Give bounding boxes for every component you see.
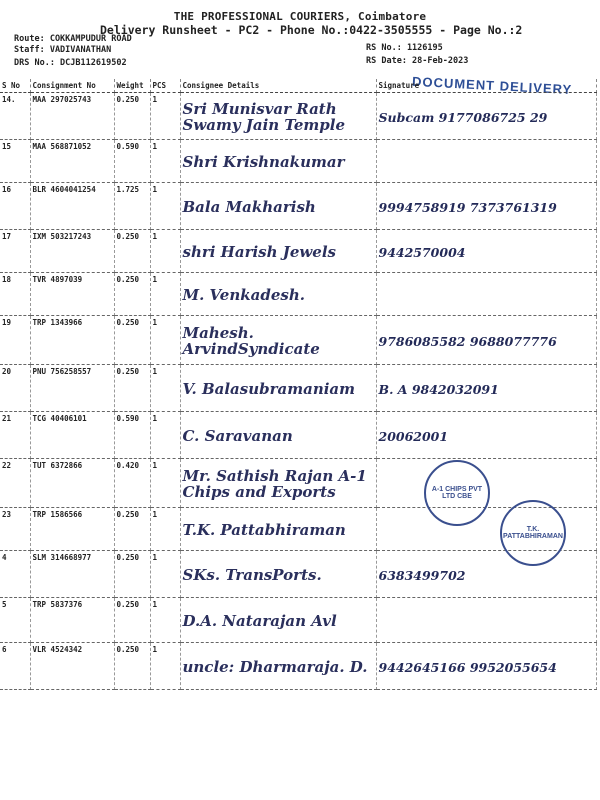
row-signature-text: 9442570004: [378, 244, 466, 260]
table-row: [0, 365, 596, 412]
table-row: [0, 643, 596, 690]
row-pcs-text: 1: [152, 600, 158, 609]
rs-no-label: RS No.: 1126195: [366, 43, 443, 53]
row-consignment-no-text: TVR 4897039: [32, 275, 83, 284]
row-weight: [114, 365, 150, 412]
row-consignment-no: [30, 140, 114, 183]
row-consignee-text: V. Balasubramaniam: [182, 380, 356, 398]
row-consignee: [180, 140, 376, 183]
row-consignee-text: Mr. Sathish Rajan A-1 Chips and Exports: [182, 467, 367, 501]
row-signature-text: B. A 9842032091: [378, 381, 499, 397]
row-signature-text: 9442645166 9952055654: [378, 659, 557, 675]
row-sno-text: 23: [2, 510, 12, 519]
row-consignment-no-text: TRP 1586566: [32, 510, 83, 519]
row-pcs-text: 1: [152, 275, 158, 284]
col-weight: Weight: [114, 79, 150, 93]
row-sno: [0, 140, 30, 183]
row-weight: [114, 140, 150, 183]
row-sno: [0, 459, 30, 508]
row-pcs: [150, 183, 180, 230]
row-sno: [0, 412, 30, 459]
row-consignee: [180, 365, 376, 412]
row-pcs: [150, 598, 180, 643]
row-consignee-text: D.A. Natarajan Avl: [182, 612, 337, 630]
row-consignment-no-text: TRP 5837376: [32, 600, 83, 609]
row-consignee: [180, 551, 376, 598]
row-consignee: [180, 598, 376, 643]
row-sno-text: 22: [2, 461, 12, 470]
row-weight: [114, 273, 150, 316]
row-sno: [0, 316, 30, 365]
row-signature: [376, 316, 596, 365]
row-sno: [0, 598, 30, 643]
route-label: Route: COKKAMPUDUR ROAD: [14, 34, 132, 44]
row-signature: [376, 183, 596, 230]
runsheet-subtitle: Delivery Runsheet - PC2 - Phone No.:0422-3505555 - Page No.:2: [100, 23, 523, 37]
row-pcs-text: 1: [152, 414, 158, 423]
row-signature: [376, 551, 596, 598]
row-weight-text: 0.250: [116, 275, 140, 284]
row-sno: [0, 551, 30, 598]
row-weight-text: 0.250: [116, 367, 140, 376]
row-consignment-no-text: VLR 4524342: [32, 645, 83, 654]
seal-text: T.K. PATTABHIRAMAN: [503, 526, 563, 540]
row-consignee: [180, 459, 376, 508]
row-consignment-no-text: TUT 6372866: [32, 461, 83, 470]
row-signature: [376, 140, 596, 183]
row-consignee: [180, 643, 376, 690]
row-consignment-no: [30, 273, 114, 316]
row-signature-text: Subcam 9177086725 29: [378, 109, 548, 125]
row-consignee-text: uncle: Dharmaraja. D.: [182, 658, 368, 676]
row-consignment-no-text: BLR 4604041254: [32, 185, 96, 194]
row-consignee-text: C. Saravanan: [182, 427, 293, 445]
row-weight: [114, 508, 150, 551]
row-consignment-no: [30, 365, 114, 412]
row-consignee: [180, 316, 376, 365]
row-sno: [0, 508, 30, 551]
row-sno-text: 15: [2, 142, 12, 151]
row-pcs-text: 1: [152, 185, 158, 194]
row-consignee-text: shri Harish Jewels: [182, 243, 336, 261]
row-consignee-text: T.K. Pattabhiraman: [182, 521, 346, 539]
row-sno: [0, 230, 30, 273]
staff-label: Staff: VADIVANATHAN: [14, 45, 112, 55]
row-signature: [376, 230, 596, 273]
table-row: [0, 598, 596, 643]
row-weight: [114, 643, 150, 690]
row-weight-text: 0.250: [116, 232, 140, 241]
seal-text: A-1 CHIPS PVT LTD CBE: [431, 486, 483, 500]
row-consignee: [180, 93, 376, 140]
company-seal-stamp: [424, 460, 490, 526]
row-pcs: [150, 230, 180, 273]
row-consignment-no: [30, 183, 114, 230]
col-signature: Signature: [376, 79, 596, 93]
row-consignee-text: M. Venkadesh.: [182, 286, 305, 304]
row-pcs: [150, 316, 180, 365]
row-weight: [114, 316, 150, 365]
row-pcs-text: 1: [152, 95, 158, 104]
row-weight: [114, 183, 150, 230]
row-pcs: [150, 140, 180, 183]
runsheet-table: [0, 79, 597, 690]
col-consignment-no: Consignment No: [30, 79, 114, 93]
row-weight: [114, 551, 150, 598]
row-weight-text: 0.590: [116, 414, 140, 423]
row-consignment-no-text: MAA 297025743: [32, 95, 92, 104]
row-pcs-text: 1: [152, 645, 158, 654]
row-weight-text: 0.250: [116, 645, 140, 654]
table-row: [0, 93, 596, 140]
row-consignee: [180, 412, 376, 459]
row-consignment-no: [30, 459, 114, 508]
row-pcs-text: 1: [152, 142, 158, 151]
company-title: THE PROFESSIONAL COURIERS, Coimbatore: [173, 10, 427, 23]
row-signature: [376, 412, 596, 459]
row-signature: [376, 93, 596, 140]
row-signature-text: 9994758919 7373761319: [378, 199, 557, 215]
row-signature: [376, 273, 596, 316]
table-row: [0, 551, 596, 598]
document-delivery-stamp: DOCUMENT DELIVERY: [411, 73, 573, 98]
row-weight-text: 0.250: [116, 318, 140, 327]
col-sno: S No: [0, 79, 30, 93]
row-signature-text: 20062001: [378, 428, 449, 444]
table-row: [0, 230, 596, 273]
row-pcs-text: 1: [152, 318, 158, 327]
row-consignee-text: Mahesh. ArvindSyndicate: [182, 324, 320, 358]
col-consignee-details: Consignee Details: [180, 79, 376, 93]
row-consignment-no-text: MAA 568871052: [32, 142, 92, 151]
row-consignment-no-text: TCG 40406101: [32, 414, 87, 423]
row-pcs: [150, 273, 180, 316]
row-sno-text: 18: [2, 275, 12, 284]
row-signature: [376, 365, 596, 412]
row-pcs: [150, 508, 180, 551]
row-signature-text: 6383499702: [378, 567, 466, 583]
pattabhiraman-seal-stamp: [500, 500, 566, 566]
row-consignment-no: [30, 316, 114, 365]
row-weight: [114, 459, 150, 508]
row-consignment-no: [30, 93, 114, 140]
row-consignment-no: [30, 412, 114, 459]
row-pcs-text: 1: [152, 461, 158, 470]
row-pcs-text: 1: [152, 367, 158, 376]
row-sno: [0, 93, 30, 140]
table-row: [0, 412, 596, 459]
row-sno-text: 19: [2, 318, 12, 327]
table-header-row: [0, 79, 596, 93]
row-sno-text: 6: [2, 645, 7, 654]
table-row: [0, 140, 596, 183]
table-row: [0, 273, 596, 316]
rs-date-label: RS Date: 28-Feb-2023: [366, 56, 469, 66]
row-weight-text: 0.250: [116, 600, 140, 609]
row-sno-text: 17: [2, 232, 12, 241]
row-weight: [114, 230, 150, 273]
row-consignment-no: [30, 551, 114, 598]
row-weight: [114, 93, 150, 140]
row-consignment-no: [30, 508, 114, 551]
row-sno: [0, 273, 30, 316]
row-weight-text: 0.250: [116, 510, 140, 519]
row-consignee: [180, 273, 376, 316]
row-pcs-text: 1: [152, 232, 158, 241]
row-consignment-no: [30, 230, 114, 273]
row-pcs: [150, 551, 180, 598]
row-consignment-no: [30, 598, 114, 643]
row-weight: [114, 412, 150, 459]
row-pcs: [150, 459, 180, 508]
row-consignment-no: [30, 643, 114, 690]
row-weight-text: 0.420: [116, 461, 140, 470]
row-consignee: [180, 508, 376, 551]
row-signature: [376, 598, 596, 643]
row-consignment-no-text: TRP 1343966: [32, 318, 83, 327]
drs-label: DRS No.: DCJB112619502: [14, 58, 127, 68]
row-sno: [0, 643, 30, 690]
row-sno: [0, 183, 30, 230]
row-sno-text: 14.: [2, 95, 16, 104]
row-pcs: [150, 412, 180, 459]
col-pcs: PCS: [150, 79, 180, 93]
row-weight-text: 0.590: [116, 142, 140, 151]
row-consignment-no-text: PNU 756258557: [32, 367, 92, 376]
row-consignee: [180, 230, 376, 273]
row-sno: [0, 365, 30, 412]
row-weight-text: 1.725: [116, 185, 140, 194]
row-sno-text: 21: [2, 414, 12, 423]
row-pcs-text: 1: [152, 553, 158, 562]
row-weight-text: 0.250: [116, 95, 140, 104]
row-pcs: [150, 643, 180, 690]
row-weight-text: 0.250: [116, 553, 140, 562]
table-row: [0, 316, 596, 365]
row-consignee-text: SKs. TransPorts.: [182, 566, 322, 584]
row-sno-text: 20: [2, 367, 12, 376]
row-sno-text: 16: [2, 185, 12, 194]
row-consignment-no-text: SLM 314668977: [32, 553, 92, 562]
row-pcs: [150, 93, 180, 140]
row-consignee-text: Sri Munisvar Rath Swamy Jain Temple: [182, 100, 346, 134]
row-pcs: [150, 365, 180, 412]
table-row: [0, 183, 596, 230]
row-consignee-text: Bala Makharish: [182, 198, 316, 216]
table-row: [0, 459, 596, 508]
row-weight: [114, 598, 150, 643]
row-pcs-text: 1: [152, 510, 158, 519]
row-consignee: [180, 183, 376, 230]
row-consignee-text: Shri Krishnakumar: [182, 153, 345, 171]
row-consignment-no-text: IXM 503217243: [32, 232, 92, 241]
row-signature: [376, 643, 596, 690]
row-sno-text: 4: [2, 553, 7, 562]
row-signature-text: 9786085582 9688077776: [378, 333, 557, 349]
row-sno-text: 5: [2, 600, 7, 609]
